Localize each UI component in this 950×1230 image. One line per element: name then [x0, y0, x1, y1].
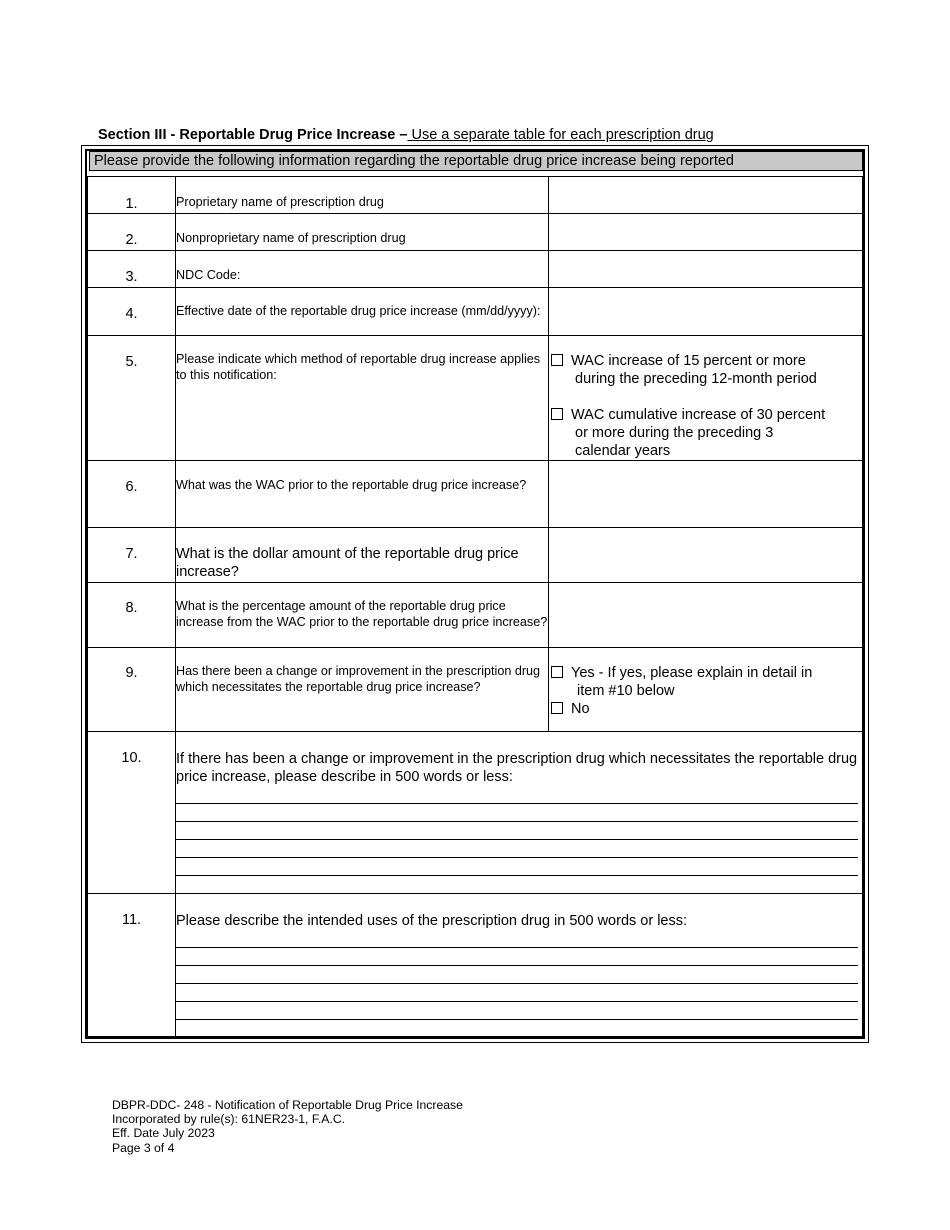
row-question: Effective date of the reportable drug price increase (mm/dd/yyyy): [176, 288, 549, 336]
page-footer [112, 1098, 463, 1155]
section-title [98, 127, 714, 143]
drug-price-table [87, 176, 863, 1037]
change-option-yes[interactable]: Yes - If yes, please explain in detail in item #10 below [549, 664, 862, 700]
table-row [88, 528, 863, 583]
effective-date: Eff. Date July 2023 [112, 1126, 215, 1141]
row-question: Please indicate which method of reportable drug increase applies to this notification: [176, 336, 549, 461]
row-number: 11. [88, 894, 176, 1037]
table-row [88, 732, 863, 894]
change-description-lines[interactable] [176, 786, 862, 876]
method-options [549, 336, 863, 461]
row-number: 5. [88, 336, 176, 461]
row-number: 6. [88, 461, 176, 528]
ndc-code-field[interactable] [549, 251, 863, 288]
table-row [88, 177, 863, 214]
table-row [88, 251, 863, 288]
table-row [88, 648, 863, 732]
checkbox[interactable] [551, 702, 563, 714]
row-number: 2. [88, 214, 176, 251]
section-title-instruction: Use a separate table for each prescription drug [407, 127, 714, 143]
table-row [88, 894, 863, 1037]
change-options [549, 648, 863, 732]
row-question: Has there been a change or improvement in the prescription drug which necessitates the reportable drug price increase? [176, 648, 549, 732]
row-number: 1. [88, 177, 176, 214]
checkbox[interactable] [551, 666, 563, 678]
row-question: Please describe the intended uses of the prescription drug in 500 words or less: [176, 913, 688, 929]
row-question: What is the percentage amount of the reportable drug price increase from the WAC prior to the reportable drug price increase? [176, 583, 549, 648]
row-number: 4. [88, 288, 176, 336]
page-number: Page 3 of 4 [112, 1140, 175, 1155]
table-row [88, 583, 863, 648]
intended-uses-lines[interactable] [176, 930, 862, 1020]
row-question: NDC Code: [176, 251, 549, 288]
row-question: What is the dollar amount of the reportable drug price increase? [176, 528, 549, 583]
change-description-cell [176, 732, 863, 894]
effective-date-field[interactable] [549, 288, 863, 336]
table-row [88, 214, 863, 251]
row-number: 9. [88, 648, 176, 732]
table-header-bar: Please provide the following information regarding the reportable drug price increase being reported [89, 151, 863, 171]
dollar-amount-field[interactable] [549, 528, 863, 583]
method-option-15-percent[interactable]: WAC increase of 15 percent or more during the preceding 12-month period [549, 352, 862, 388]
percentage-amount-field[interactable] [549, 583, 863, 648]
section-title-bold: Section III - Reportable Drug Price Increase – [98, 127, 408, 143]
row-number: 7. [88, 528, 176, 583]
rule-reference: Incorporated by rule(s): 61NER23-1, F.A.C. [112, 1112, 346, 1127]
prior-wac-field[interactable] [549, 461, 863, 528]
change-option-no[interactable]: No [549, 700, 862, 718]
table-row [88, 288, 863, 336]
row-question: Proprietary name of prescription drug [176, 177, 549, 214]
nonproprietary-name-field[interactable] [549, 214, 863, 251]
intended-uses-cell [176, 894, 863, 1037]
row-question: Nonproprietary name of prescription drug [176, 214, 549, 251]
row-number: 8. [88, 583, 176, 648]
row-number: 3. [88, 251, 176, 288]
checkbox[interactable] [551, 354, 563, 366]
row-question: If there has been a change or improvement in the prescription drug which necessitates the reportable drug price increase, please describe in 500 words or less: [176, 751, 858, 785]
form-id: DBPR-DDC- 248 - Notification of Reportable Drug Price Increase [112, 1098, 463, 1112]
proprietary-name-field[interactable] [549, 177, 863, 214]
method-option-30-percent[interactable]: WAC cumulative increase of 30 percent or more during the preceding 3 calendar years [549, 406, 862, 460]
checkbox[interactable] [551, 408, 563, 420]
row-number: 10. [88, 732, 176, 894]
table-row [88, 336, 863, 461]
table-row [88, 461, 863, 528]
row-question: What was the WAC prior to the reportable drug price increase? [176, 461, 549, 528]
